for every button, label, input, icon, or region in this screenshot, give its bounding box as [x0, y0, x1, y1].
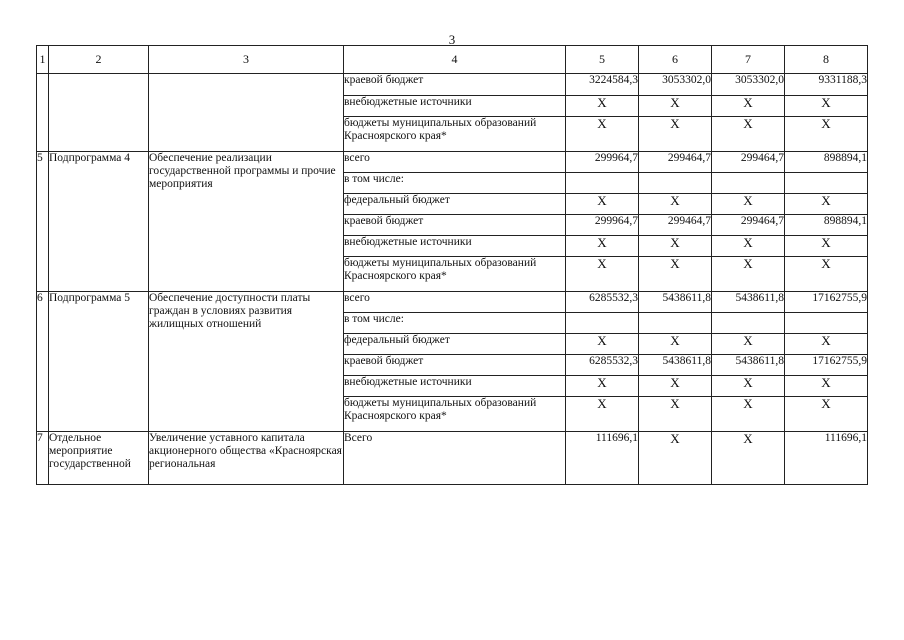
value-col-8: 111696,1	[785, 432, 868, 485]
value-col-8: X	[785, 236, 868, 257]
value-col-7: 3053302,0	[712, 74, 785, 96]
value-col-6: X	[639, 194, 712, 215]
value-col-8: X	[785, 117, 868, 152]
table-row	[37, 74, 868, 96]
funding-source: Всего	[344, 432, 566, 485]
header-cell-2: 2	[49, 46, 149, 74]
value-col-8: 17162755,9	[785, 292, 868, 313]
funding-source: внебюджетные источники	[344, 376, 566, 397]
header-cell-1: 1	[37, 46, 49, 74]
funding-source: краевой бюджет	[344, 215, 566, 236]
header-cell-5: 5	[566, 46, 639, 74]
value-col-7: X	[712, 96, 785, 117]
program-name	[49, 74, 149, 152]
value-col-5: X	[566, 257, 639, 292]
value-col-6: X	[639, 376, 712, 397]
row-number: 7	[37, 432, 49, 485]
value-col-8: X	[785, 194, 868, 215]
value-col-7	[712, 313, 785, 334]
value-col-5: X	[566, 117, 639, 152]
row-number: 6	[37, 292, 49, 432]
value-col-5: 6285532,3	[566, 292, 639, 313]
value-col-8: X	[785, 376, 868, 397]
row-number: 5	[37, 152, 49, 292]
program-description: Обеспечение реализации государственной программы и прочие мероприятия	[149, 152, 344, 292]
value-col-6: X	[639, 236, 712, 257]
value-col-7: X	[712, 376, 785, 397]
header-cell-7: 7	[712, 46, 785, 74]
value-col-8: 898894,1	[785, 215, 868, 236]
value-col-6: X	[639, 334, 712, 355]
value-col-5: X	[566, 236, 639, 257]
program-name: Отдельное мероприятие государственной	[49, 432, 149, 485]
table-header-row	[37, 46, 868, 74]
funding-source: федеральный бюджет	[344, 194, 566, 215]
value-col-6: X	[639, 117, 712, 152]
value-col-6: 3053302,0	[639, 74, 712, 96]
value-col-6: X	[639, 257, 712, 292]
value-col-6	[639, 313, 712, 334]
value-col-7: X	[712, 194, 785, 215]
value-col-6	[639, 173, 712, 194]
value-col-6: X	[639, 397, 712, 432]
value-col-7: X	[712, 236, 785, 257]
funding-source: бюджеты муниципальных образований Красноярского края*	[344, 397, 566, 432]
value-col-5: X	[566, 397, 639, 432]
table-row	[37, 292, 868, 313]
value-col-5	[566, 313, 639, 334]
value-col-8: 17162755,9	[785, 355, 868, 376]
value-col-7: X	[712, 432, 785, 485]
value-col-7: X	[712, 397, 785, 432]
funding-source: краевой бюджет	[344, 74, 566, 96]
value-col-5: 299964,7	[566, 215, 639, 236]
funding-source: внебюджетные источники	[344, 236, 566, 257]
value-col-5	[566, 173, 639, 194]
value-col-5: 6285532,3	[566, 355, 639, 376]
program-name: Подпрограмма 5	[49, 292, 149, 432]
funding-source: в том числе:	[344, 173, 566, 194]
value-col-5: X	[566, 194, 639, 215]
header-cell-6: 6	[639, 46, 712, 74]
value-col-5: 299964,7	[566, 152, 639, 173]
value-col-6: 299464,7	[639, 152, 712, 173]
row-number	[37, 74, 49, 152]
value-col-7: 5438611,8	[712, 355, 785, 376]
value-col-7: X	[712, 257, 785, 292]
value-col-8: X	[785, 397, 868, 432]
funding-source: краевой бюджет	[344, 355, 566, 376]
funding-source: бюджеты муниципальных образований Красноярского края*	[344, 117, 566, 152]
value-col-5: X	[566, 96, 639, 117]
table-row	[37, 432, 868, 485]
funding-source: внебюджетные источники	[344, 96, 566, 117]
value-col-5: 3224584,3	[566, 74, 639, 96]
program-description: Увеличение уставного капитала акционерного общества «Красноярская региональная	[149, 432, 344, 485]
header-cell-8: 8	[785, 46, 868, 74]
value-col-8: 9331188,3	[785, 74, 868, 96]
program-description	[149, 74, 344, 152]
funding-source: федеральный бюджет	[344, 334, 566, 355]
value-col-6: X	[639, 432, 712, 485]
value-col-6: 5438611,8	[639, 292, 712, 313]
funding-source: всего	[344, 152, 566, 173]
value-col-7: X	[712, 117, 785, 152]
value-col-5: X	[566, 376, 639, 397]
value-col-7: X	[712, 334, 785, 355]
funding-source: всего	[344, 292, 566, 313]
value-col-8: X	[785, 257, 868, 292]
value-col-6: 299464,7	[639, 215, 712, 236]
value-col-6: 5438611,8	[639, 355, 712, 376]
value-col-7: 299464,7	[712, 215, 785, 236]
value-col-8: 898894,1	[785, 152, 868, 173]
value-col-5: X	[566, 334, 639, 355]
value-col-7: 299464,7	[712, 152, 785, 173]
header-cell-4: 4	[344, 46, 566, 74]
value-col-5: 111696,1	[566, 432, 639, 485]
program-description: Обеспечение доступности платы граждан в условиях развития жилищных отношений	[149, 292, 344, 432]
table-row	[37, 152, 868, 173]
page-number: 3	[448, 32, 456, 47]
value-col-8	[785, 173, 868, 194]
funding-source: в том числе:	[344, 313, 566, 334]
value-col-7: 5438611,8	[712, 292, 785, 313]
funding-source: бюджеты муниципальных образований Красноярского края*	[344, 257, 566, 292]
value-col-8: X	[785, 334, 868, 355]
value-col-8: X	[785, 96, 868, 117]
budget-table	[36, 45, 868, 485]
value-col-6: X	[639, 96, 712, 117]
value-col-8	[785, 313, 868, 334]
program-name: Подпрограмма 4	[49, 152, 149, 292]
value-col-7	[712, 173, 785, 194]
header-cell-3: 3	[149, 46, 344, 74]
